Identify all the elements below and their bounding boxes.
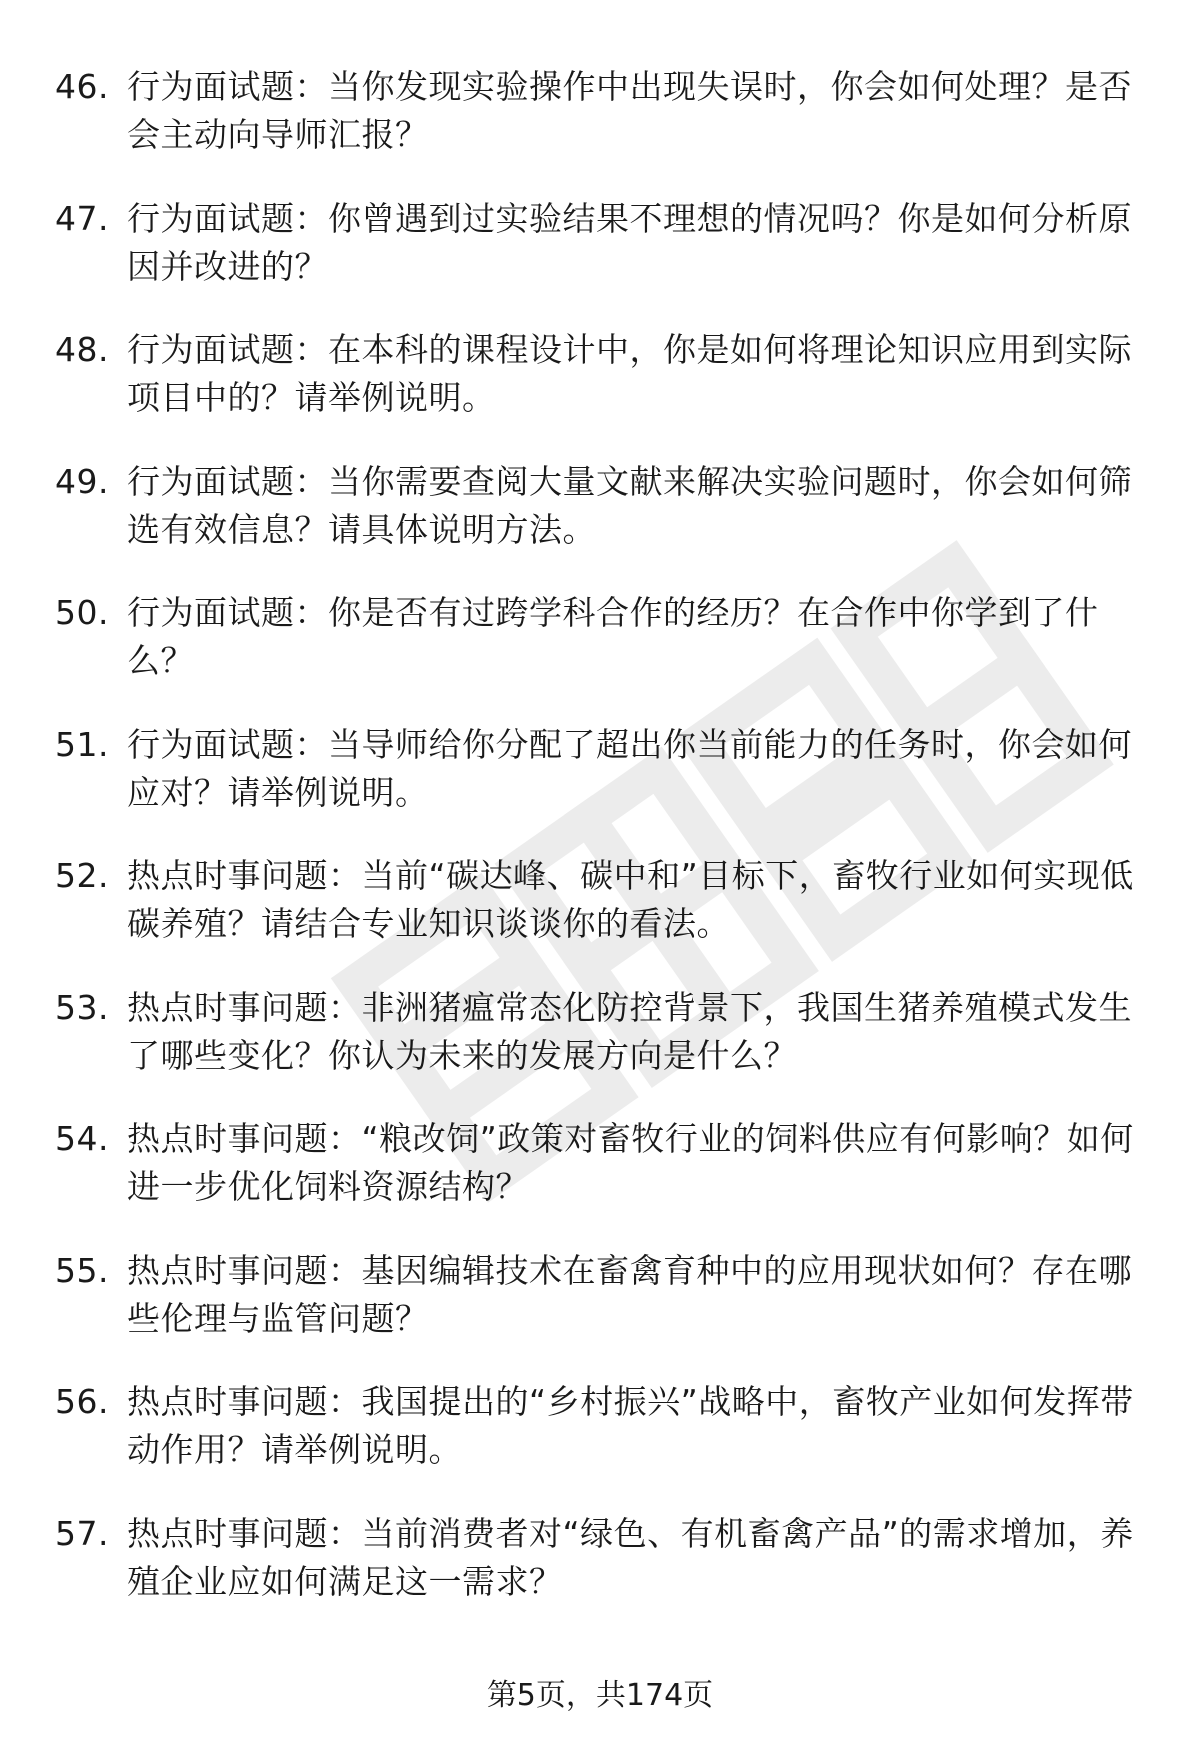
question-text: 热点时事问题：我国提出的“乡村振兴”战略中，畜牧产业如何发挥带动作用？请举例说明。 <box>127 1382 1134 1469</box>
question-text: 热点时事问题：基因编辑技术在畜禽育种中的应用现状如何？存在哪些伦理与监管问题？ <box>127 1250 1132 1338</box>
question-number: 56. <box>55 1382 109 1421</box>
list-item <box>55 1115 1140 1247</box>
question-number: 47. <box>55 198 109 238</box>
question-number: 49. <box>55 461 109 501</box>
page-footer <box>0 1676 1200 1716</box>
list-item <box>55 1378 1140 1510</box>
question-number: 54. <box>55 1119 109 1158</box>
question-number: 52. <box>55 856 109 895</box>
list-item <box>55 1247 1140 1379</box>
page-number-label: 第5页，共174页 <box>486 1678 714 1713</box>
list-item <box>55 195 1140 327</box>
question-number: 57. <box>55 1513 109 1553</box>
question-text: 热点时事问题：非洲猪瘟常态化防控背景下，我国生猪养殖模式发生了哪些变化？你认为未来的发展方向是什么？ <box>127 987 1132 1075</box>
question-number: 46. <box>55 67 109 106</box>
list-item <box>55 63 1140 195</box>
question-text: 行为面试题：当你需要查阅大量文献来解决实验问题时，你会如何筛选有效信息？请具体说明方法。 <box>127 461 1132 549</box>
question-text: 行为面试题：当你发现实验操作中出现失误时，你会如何处理？是否会主动向导师汇报？ <box>127 67 1132 154</box>
question-number: 50. <box>55 593 109 632</box>
question-number: 55. <box>55 1250 109 1290</box>
question-number: 51. <box>55 724 109 764</box>
question-number: 48. <box>55 330 109 369</box>
list-item <box>55 984 1140 1116</box>
question-text: 热点时事问题：“粮改饲”政策对畜牧行业的饲料供应有何影响？如何进一步优化饲料资源结构？ <box>127 1119 1134 1206</box>
question-text: 行为面试题：你曾遇到过实验结果不理想的情况吗？你是如何分析原因并改进的？ <box>127 198 1132 286</box>
list-item <box>55 852 1140 984</box>
list-item <box>55 589 1140 721</box>
question-text: 热点时事问题：当前消费者对“绿色、有机畜禽产品”的需求增加，养殖企业应如何满足这一需求？ <box>127 1513 1134 1601</box>
question-text: 行为面试题：当导师给你分配了超出你当前能力的任务时，你会如何应对？请举例说明。 <box>127 724 1132 812</box>
question-text: 行为面试题：你是否有过跨学科合作的经历？在合作中你学到了什么？ <box>127 593 1099 680</box>
question-text: 热点时事问题：当前“碳达峰、碳中和”目标下，畜牧行业如何实现低碳养殖？请结合专业知识谈谈你的看法。 <box>127 856 1134 943</box>
list-item <box>55 458 1140 590</box>
question-text: 行为面试题：在本科的课程设计中，你是如何将理论知识应用到实际项目中的？请举例说明。 <box>127 330 1132 417</box>
list-item <box>55 1510 1140 1642</box>
question-number: 53. <box>55 987 109 1027</box>
list-item <box>55 326 1140 458</box>
question-list <box>55 63 1140 1641</box>
list-item <box>55 721 1140 853</box>
